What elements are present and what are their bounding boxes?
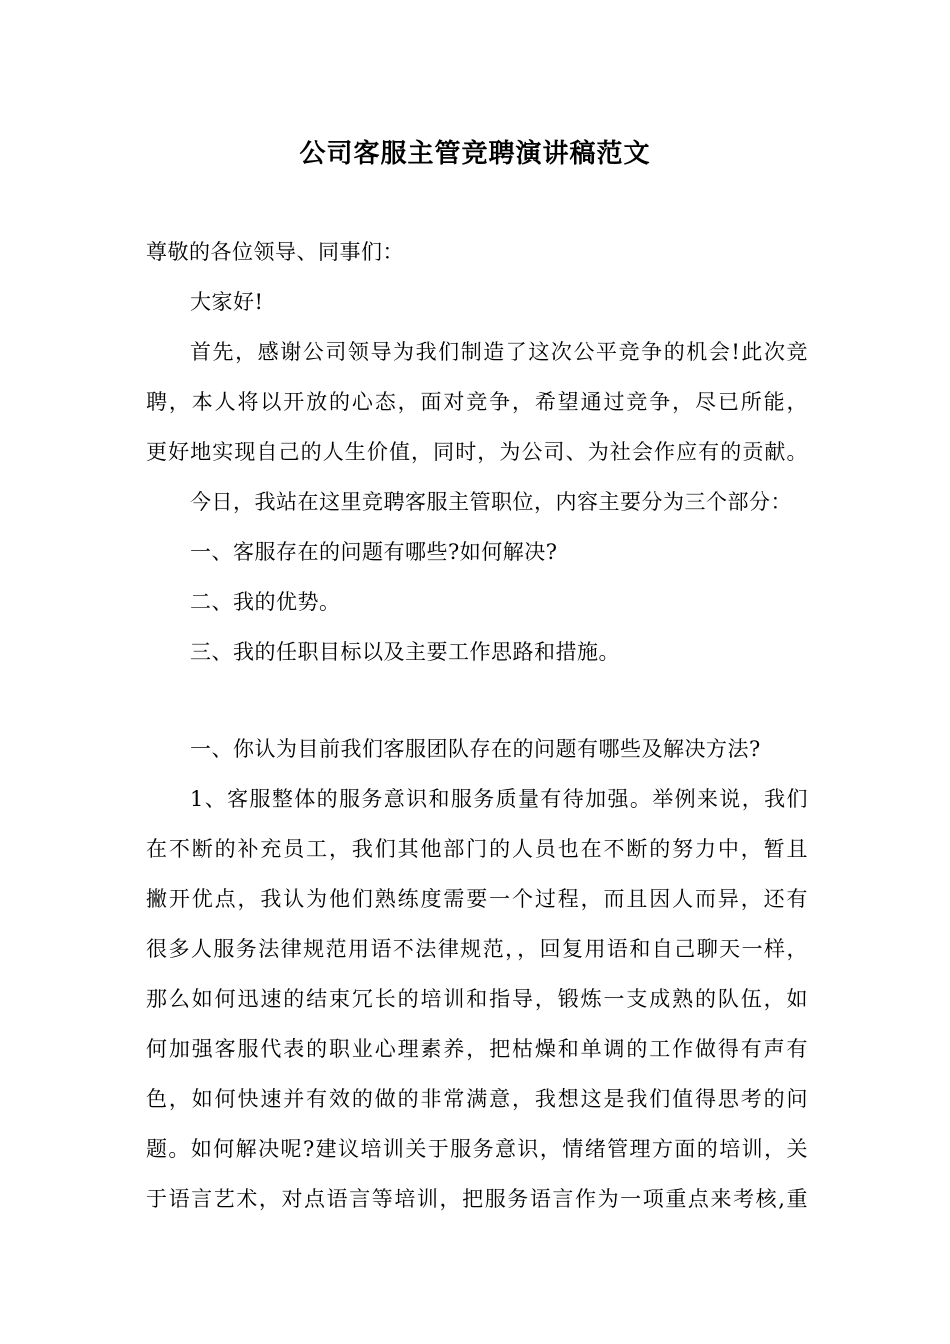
paragraph-line: 1、客服整体的服务意识和服务质量有待加强。举例来说，我们 (190, 787, 808, 811)
paragraph-line: 何加强客服代表的职业心理素养，把枯燥和单调的工作做得有声有 (146, 1037, 808, 1061)
document-title: 公司客服主管竞聘演讲稿范文 (299, 139, 651, 169)
paragraph-line: 首先，感谢公司领导为我们制造了这次公平竞争的机会!此次竞 (190, 340, 808, 364)
paragraph-line: 更好地实现自己的人生价值，同时，为公司、为社会作应有的贡献。 (146, 440, 808, 464)
paragraph-line: 撇开优点，我认为他们熟练度需要一个过程，而且因人而异，还有 (146, 887, 808, 911)
greeting: 大家好! (190, 290, 264, 314)
list-item: 二、我的优势。 (190, 590, 341, 614)
paragraph-line: 今日，我站在这里竞聘客服主管职位，内容主要分为三个部分： (190, 490, 792, 514)
paragraph-line: 在不断的补充员工，我们其他部门的人员也在不断的努力中，暂且 (146, 837, 808, 861)
paragraph-line: 于语言艺术，对点语言等培训，把服务语言作为一项重点来考核,重 (146, 1187, 808, 1211)
section-heading: 一、你认为目前我们客服团队存在的问题有哪些及解决方法? (190, 737, 761, 761)
paragraph-line: 那么如何迅速的结束冗长的培训和指导，锻炼一支成熟的队伍，如 (146, 987, 808, 1011)
paragraph-line: 题。如何解决呢?建议培训关于服务意识，情绪管理方面的培训，关 (146, 1137, 808, 1161)
paragraph-line: 聘，本人将以开放的心态，面对竞争，希望通过竞争，尽已所能， (146, 390, 808, 414)
paragraph-line: 很多人服务法律规范用语不法律规范，，回复用语和自己聊天一样， (146, 937, 808, 961)
list-item: 三、我的任职目标以及主要工作思路和措施。 (190, 640, 620, 664)
list-item: 一、客服存在的问题有哪些?如何解决? (190, 540, 558, 564)
salutation: 尊敬的各位领导、同事们： (146, 240, 404, 264)
paragraph-line: 色，如何快速并有效的做的非常满意，我想这是我们值得思考的问 (146, 1087, 808, 1111)
